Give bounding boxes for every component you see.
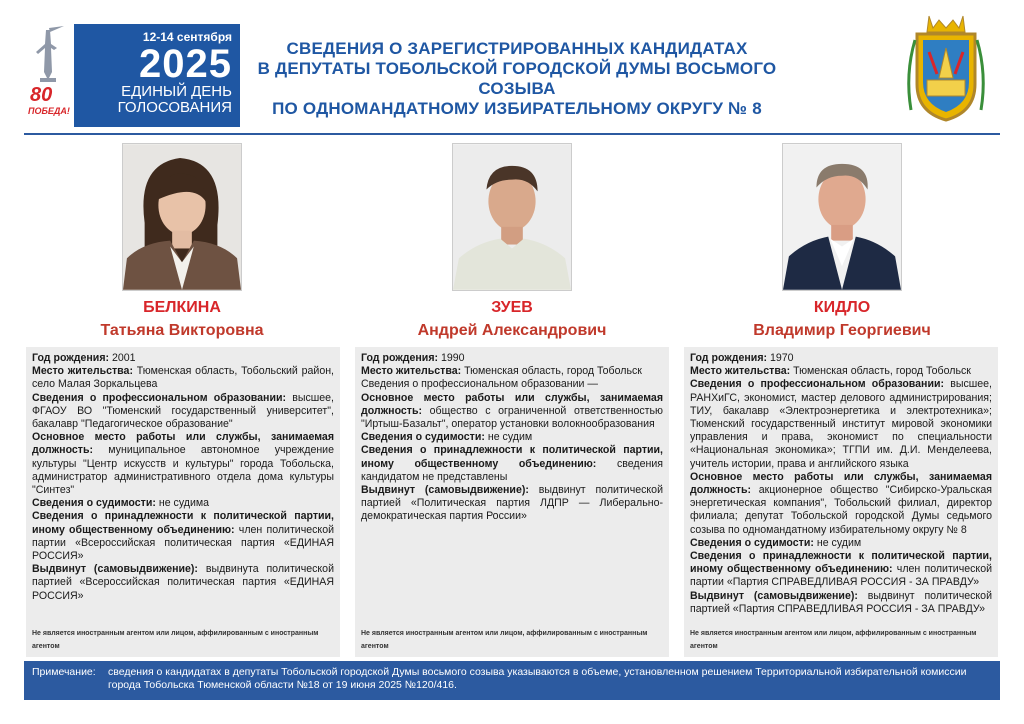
badge-vote: ГОЛОСОВАНИЯ bbox=[117, 99, 232, 116]
birth-year: 1990 bbox=[440, 352, 465, 364]
candidate-3-first-name: Владимир Георгиевич bbox=[753, 322, 931, 339]
education-label: Сведения о профессиональном образовании: bbox=[690, 378, 945, 391]
education-label: Сведения о профессиональном образовании — bbox=[361, 378, 598, 391]
candidate-2-card bbox=[355, 347, 669, 657]
party: член политической партии «Партия СПРАВЕДЛИВАЯ РОССИЯ - ЗА ПРАВДУ» bbox=[690, 563, 992, 589]
party-label: Сведения о принадлежности к политической партии, иному общественному объединению: bbox=[690, 550, 992, 576]
foreign-agent-disclaimer: Не является иностранным агентом или лицом, аффилированным с иностранным агентом bbox=[690, 629, 977, 650]
note-bar bbox=[24, 661, 1000, 700]
work: акционерное общество "Сибирско-Уральская энергетическая компания", Тобольский филиал, директор филиала; депутат Тобольской городской Думы седьмого созыва по одномандатному избирательному округу № 8 bbox=[690, 484, 992, 536]
education: высшее, РАНХиГС, экономист, мастер делового администрирования; ТИУ, бакалавр «Электроэнергетика и электротехника»; Тюменский государственный институт мировой экономики управления и права, экономист по специальности «Национальная экономика»; ТГПИ им. Д.И. Менделеева, учитель истории, права и английского языка bbox=[690, 378, 992, 470]
residence: Тюменская область, город Тобольск bbox=[464, 365, 642, 378]
work-label: Основное место работы или службы, занимаемая должность: bbox=[690, 470, 992, 497]
residence: Тюменская область, Тобольский район, село Малая Зоркальцева bbox=[32, 365, 335, 391]
birth-year: 1970 bbox=[769, 352, 794, 364]
victory-word: ПОБЕДА! bbox=[28, 106, 70, 116]
conviction: не судима bbox=[158, 497, 210, 510]
birth-label: Год рождения: bbox=[690, 352, 768, 364]
candidate-photo-zuev bbox=[452, 143, 572, 291]
work-label: Основное место работы или службы, занимаемая должность: bbox=[32, 431, 334, 457]
education: высшее, ФГАОУ ВО "Тюменский государственный университет", бакалавр "Педагогическое образование" bbox=[32, 391, 334, 431]
conviction-label: Сведения о судимости: bbox=[361, 431, 485, 444]
candidate-2-last-name: ЗУЕВ bbox=[491, 299, 533, 316]
foreign-agent-disclaimer: Не является иностранным агентом или лицом, аффилированным с иностранным агентом bbox=[361, 629, 648, 650]
candidate-3-card bbox=[684, 347, 998, 657]
residence-label: Место жительства: bbox=[361, 365, 462, 378]
nominated-label: Выдвинут (самовыдвижение): bbox=[361, 484, 529, 497]
conviction-label: Сведения о судимости: bbox=[32, 497, 156, 510]
foreign-agent-disclaimer: Не является иностранным агентом или лицом, аффилированным с иностранным агентом bbox=[32, 629, 319, 650]
title-line-3: ПО ОДНОМАНДАТНОМУ ИЗБИРАТЕЛЬНОМУ ОКРУГУ № 8 bbox=[272, 99, 762, 118]
candidate-3-last-name: КИДЛО bbox=[813, 299, 871, 316]
residence-label: Место жительства: bbox=[32, 365, 133, 378]
conviction: не судим bbox=[487, 431, 533, 444]
candidate-photo-belkina bbox=[122, 143, 242, 291]
title-line-1: СВЕДЕНИЯ О ЗАРЕГИСТРИРОВАННЫХ КАНДИДАТАХ bbox=[286, 39, 748, 58]
candidate-1-first-name: Татьяна Викторовна bbox=[100, 322, 264, 339]
candidate-1-last-name: БЕЛКИНА bbox=[143, 299, 221, 316]
candidate-photo-kidlo bbox=[782, 143, 902, 291]
birth-label: Год рождения: bbox=[361, 352, 439, 364]
nominated: выдвинут политической партией «Партия СПРАВЕДЛИВАЯ РОССИЯ - ЗА ПРАВДУ» bbox=[690, 589, 992, 615]
birth-label: Год рождения: bbox=[32, 352, 110, 364]
conviction-label: Сведения о судимости: bbox=[690, 536, 814, 549]
party: член политической партии «Всероссийская политическая партия «ЕДИНАЯ РОССИЯ» bbox=[32, 523, 334, 563]
birth-year: 2001 bbox=[111, 352, 136, 364]
nominated: выдвинута политической партией «Всероссийская политическая партия «ЕДИНАЯ РОССИЯ» bbox=[32, 563, 334, 602]
party: сведения кандидатом не представлены bbox=[361, 457, 663, 483]
tobolsk-coat-of-arms-icon bbox=[903, 14, 989, 124]
party-label: Сведения о принадлежности к политической партии, иному общественному объединению: bbox=[32, 510, 334, 536]
work: муниципальное автономное учреждение культуры "Центр искусств и культуры" города Тобольска, администратор административного отдела дома культуры "Синтез" bbox=[32, 444, 334, 497]
residence-label: Место жительства: bbox=[690, 365, 791, 378]
badge-date: 12-14 сентября bbox=[142, 30, 232, 44]
badge-day: ЕДИНЫЙ ДЕНЬ bbox=[121, 83, 232, 100]
header-divider bbox=[24, 133, 1000, 135]
nominated-label: Выдвинут (самовыдвижение): bbox=[32, 563, 198, 576]
work: общество с ограниченной ответственностью "Иртыш-Базальт", оператор установки волокнообразования bbox=[361, 404, 663, 431]
nominated-label: Выдвинут (самовыдвижение): bbox=[690, 589, 858, 602]
victory-80: 80 bbox=[30, 84, 53, 106]
note-text: сведения о кандидатах в депутаты Тобольской городской Думы восьмого созыва указываются в объеме, установленном решением Территориальной избирательной комиссии города Тобольска Тюменской области №18 от 19 июня 2025 №120/416. bbox=[108, 666, 967, 691]
candidate-1-card bbox=[26, 347, 340, 657]
work-label: Основное место работы или службы, занимаемая должность: bbox=[361, 391, 663, 417]
badge-panel bbox=[74, 24, 240, 127]
title-line-2: В ДЕПУТАТЫ ТОБОЛЬСКОЙ ГОРОДСКОЙ ДУМЫ ВОСЬМОГО СОЗЫВА bbox=[257, 59, 777, 98]
party-label: Сведения о принадлежности к политической партии, иному общественному объединению: bbox=[361, 444, 663, 470]
note-label: Примечание: bbox=[32, 666, 96, 678]
page-title bbox=[248, 39, 786, 119]
conviction: не судим bbox=[816, 536, 862, 549]
residence: Тюменская область, город Тобольск bbox=[793, 365, 971, 378]
nominated: выдвинут политической партией «Политическая партия ЛДПР — Либерально-демократическая партия России» bbox=[361, 484, 663, 523]
badge-year: 2025 bbox=[139, 42, 232, 86]
election-day-badge bbox=[24, 24, 240, 127]
candidate-2-first-name: Андрей Александрович bbox=[417, 322, 607, 339]
education-label: Сведения о профессиональном образовании: bbox=[32, 391, 287, 404]
